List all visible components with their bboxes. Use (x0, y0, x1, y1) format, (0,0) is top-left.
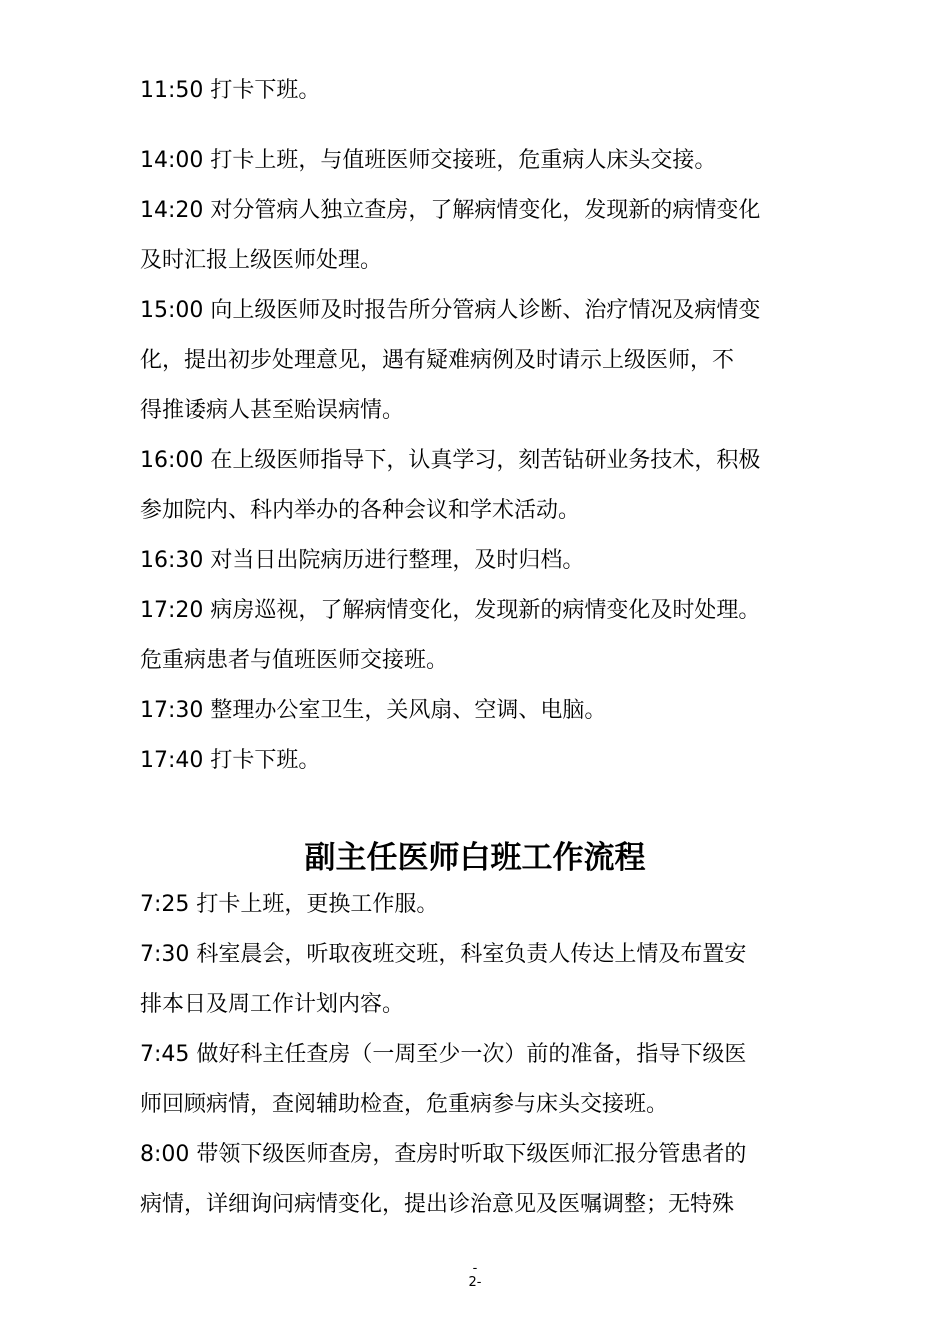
text-line: 师回顾病情，查阅辅助检查，危重病参与床头交接班。 (140, 1092, 669, 1117)
text-line: 7:45 做好科主任查房（一周至少一次）前的准备，指导下级医 (140, 1042, 747, 1067)
text-line: 及时汇报上级医师处理。 (140, 248, 383, 273)
text-line: 化，提出初步处理意见，遇有疑难病例及时请示上级医师，不 (140, 348, 735, 373)
text-line: 17:30 整理办公室卫生，关风扇、空调、电脑。 (140, 698, 607, 723)
footer-dash: - (472, 1261, 478, 1276)
text-line: 危重病患者与值班医师交接班。 (140, 648, 449, 673)
text-line: 7:30 科室晨会，听取夜班交班，科室负责人传达上情及布置安 (140, 942, 747, 967)
text-line: 11:50 打卡下班。 (140, 78, 321, 103)
page-number: 2- (468, 1275, 482, 1290)
text-line: 8:00 带领下级医师查房，查房时听取下级医师汇报分管患者的 (140, 1142, 747, 1167)
text-line: 17:40 打卡下班。 (140, 748, 321, 773)
text-line: 17:20 病房巡视，了解病情变化，发现新的病情变化及时处理。 (140, 598, 761, 623)
text-line: 16:00 在上级医师指导下，认真学习，刻苦钻研业务技术，积极 (140, 448, 761, 473)
text-line: 7:25 打卡上班，更换工作服。 (140, 892, 439, 917)
text-line: 排本日及周工作计划内容。 (140, 992, 405, 1017)
text-line: 病情，详细询问病情变化，提出诊治意见及医嘱调整；无特殊 (140, 1192, 735, 1217)
text-line: 16:30 对当日出院病历进行整理，及时归档。 (140, 548, 585, 573)
text-line: 14:00 打卡上班，与值班医师交接班，危重病人床头交接。 (140, 148, 717, 173)
text-line: 参加院内、科内举办的各种会议和学术活动。 (140, 498, 581, 523)
text-line: 14:20 对分管病人独立查房，了解病情变化，发现新的病情变化 (140, 198, 761, 223)
section-title: 副主任医师白班工作流程 (304, 840, 646, 876)
text-line: 15:00 向上级医师及时报告所分管病人诊断、治疗情况及病情变 (140, 298, 761, 323)
text-line: 得推诿病人甚至贻误病情。 (140, 398, 405, 423)
